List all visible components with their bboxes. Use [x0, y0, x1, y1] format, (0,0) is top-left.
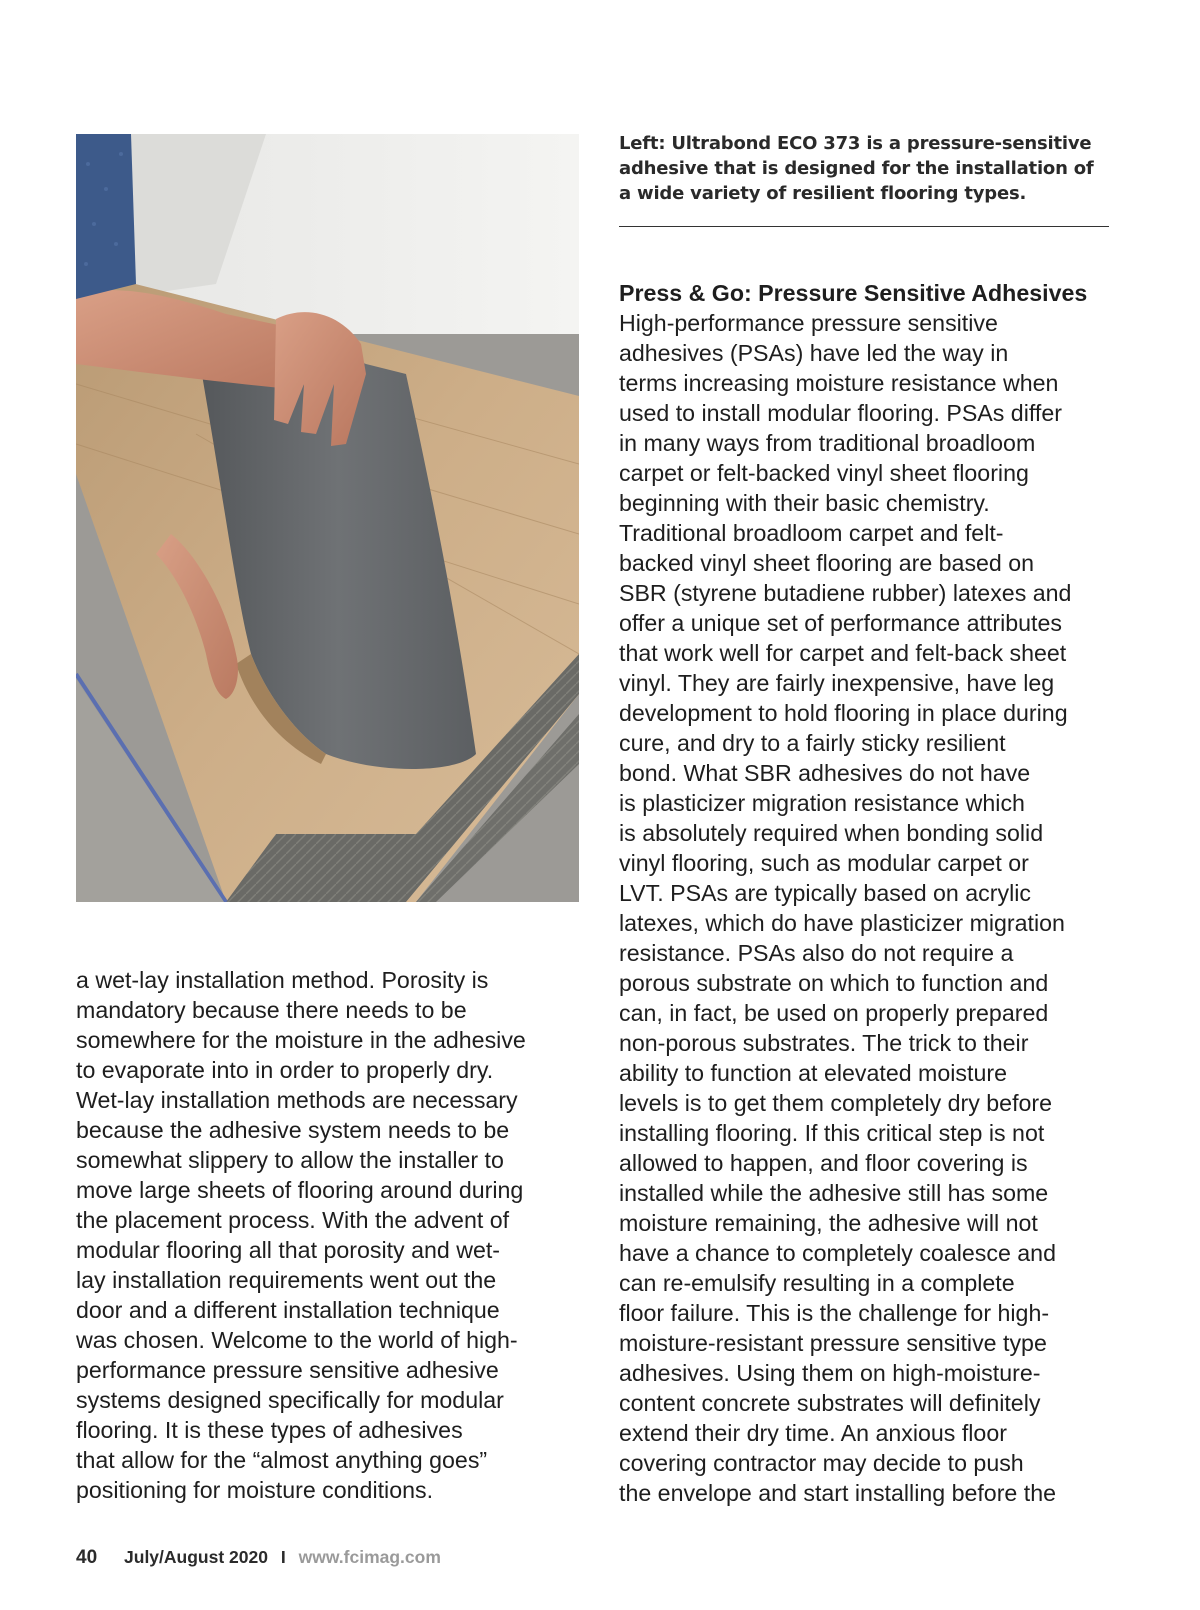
footer-separator: I [280, 1547, 286, 1567]
right-column [619, 278, 1129, 1508]
page-footer [76, 1547, 441, 1569]
left-column [76, 965, 576, 1505]
caption-text: Left: Ultrabond ECO 373 is a pressure-sensitive adhesive that is designed for the installation of a wide variety of resilient flooring types. [619, 133, 1094, 204]
left-body-text: a wet-lay installation method. Porosity is mandatory because there needs to be somewhere for the moisture in the adhesive to evaporate into in order to properly dry. Wet-lay installation methods are necessary because the adhesive system needs to be somewhat slippery to allow the installer to move large sheets of flooring around during the placement process. With the advent of modular flooring all that porosity and wet- lay installation requirements went out the door and a different installation technique was chosen. Welcome to the world of high- performance pressure sensitive adhesive systems designed specifically for modular flooring. It is these types of adhesives that allow for the “almost anything goes” positioning for moisture conditions. [76, 967, 526, 1503]
right-body-text: High-performance pressure sensitive adhesives (PSAs) have led the way in terms increasing moisture resistance when used to install modular flooring. PSAs differ in many ways from traditional broadloom carpet or felt-backed vinyl sheet flooring beginning with their basic chemistry. Traditional broadloom carpet and felt- backed vinyl sheet flooring are based on SBR (styrene butadiene rubber) latexes and offer a unique set of performance attributes that work well for carpet and felt-back sheet vinyl. They are fairly inexpensive, have leg development to hold flooring in place during cure, and dry to a fairly sticky resilient bond. What SBR adhesives do not have is plasticizer migration resistance which is absolutely required when bonding solid vinyl flooring, such as modular carpet or LVT. PSAs are typically based on acrylic latexes, which do have plasticizer migration resistance. PSAs also do not require a porous substrate on which to function and can, in fact, be used on properly prepared non-porous substrates. The trick to their ability to function at elevated moisture levels is to get them completely dry before installing flooring. If this critical step is not allowed to happen, and floor covering is installed while the adhesive still has some moisture remaining, the adhesive will not have a chance to completely coalesce and can re-emulsify resulting in a complete floor failure. This is the challenge for high- moisture-resistant pressure sensitive type adhesives. Using them on high-moisture- content concrete substrates will definitely extend their dry time. An anxious floor covering contractor may decide to push the envelope and start installing before the [619, 310, 1072, 1506]
page-number: 40 [76, 1547, 98, 1568]
flooring-photo [76, 134, 579, 902]
flooring-illustration [76, 134, 579, 902]
caption-divider [619, 226, 1109, 227]
section-heading: Press & Go: Pressure Sensitive Adhesives [619, 280, 1088, 306]
shirt-sleeve [76, 134, 136, 299]
issue-date: July/August 2020 [124, 1547, 268, 1567]
website-link[interactable]: www.fcimag.com [298, 1547, 441, 1567]
photo-caption [619, 131, 1109, 206]
